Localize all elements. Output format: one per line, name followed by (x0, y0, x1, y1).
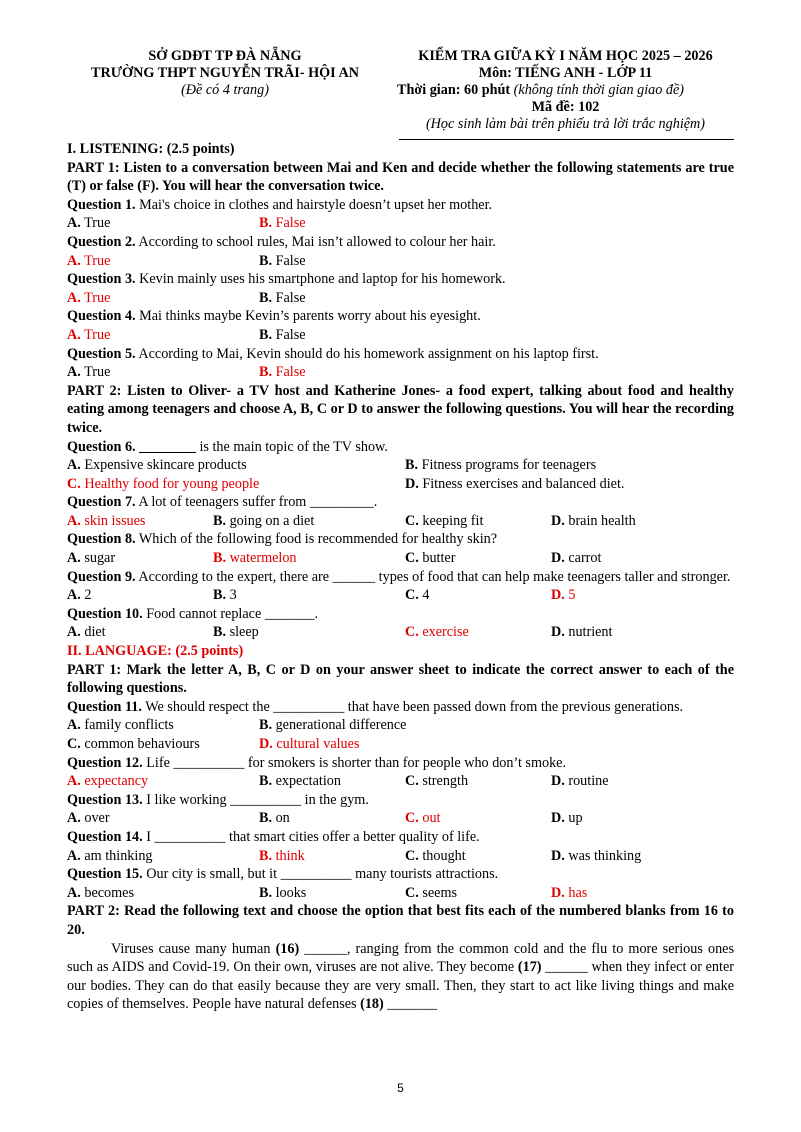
question-6-options-2 (67, 475, 734, 494)
question-6-options-1 (67, 456, 734, 475)
option-b-correct: B. False (259, 364, 306, 381)
option-d: D. Fitness exercises and balanced diet. (405, 475, 625, 492)
language-part2-instruction: PART 2: Read the following text and choose the option that best fits each of the numbered blanks from 16 to 20. (67, 903, 734, 938)
option-a-correct: A. skin issues (67, 512, 146, 529)
option-a: A. diet (67, 624, 106, 641)
listening-part2-instruction: PART 2: Listen to Oliver- a TV host and Katherine Jones- a food expert, talking about food and healthy eating among teenagers and choose A, B, C or D to answer the following questions. You will hear the recording twice. (67, 382, 734, 436)
question-8-options (67, 549, 734, 568)
language-part1-instruction: PART 1: Mark the letter A, B, C or D on your answer sheet to indicate the correct answer to each of the following questions. (67, 661, 734, 697)
option-a: A. True (67, 215, 111, 232)
option-b: B. False (259, 326, 306, 343)
option-d-correct: D. has (551, 884, 588, 901)
page-count-note: (Đề có 4 trang) (181, 82, 269, 98)
question-10-options (67, 623, 734, 642)
question-11-options-1 (67, 716, 734, 735)
question-8: Question 8. Which of the following food is recommended for healthy skin? (67, 531, 498, 548)
question-6: Question 6. ________ is the main topic of the TV show. (67, 438, 388, 455)
question-13: Question 13. I like working __________ in the gym. (67, 791, 369, 808)
option-a-correct: A. True (67, 289, 111, 306)
question-11: Question 11. We should respect the __________ that have been passed down from the previous generations. (67, 698, 684, 715)
option-d: D. carrot (551, 550, 602, 567)
question-9-options (67, 586, 734, 605)
option-a: A. True (67, 364, 111, 381)
question-5-options (67, 363, 734, 382)
question-12: Question 12. Life __________ for smokers is shorter than for people who don’t smoke. (67, 754, 567, 771)
option-d: D. up (551, 810, 583, 827)
option-b-correct: B. watermelon (213, 550, 297, 567)
reading-passage: Viruses cause many human (16) ______, ranging from the common cold and the flu to more serious ones such as AIDS and Covid-19. On their own, viruses are not alive. They become (17) ______ when they infect or enter our bodies. They can do that easily because they are very small. Then, they start to act like living things and make copies of themselves. People have natural defenses (18) _______ (67, 940, 734, 1013)
question-4-options (67, 326, 734, 345)
subject: Môn: TIẾNG ANH - LỚP 11 (478, 65, 653, 81)
option-a: A. 2 (67, 587, 92, 604)
option-a: A. Expensive skincare products (67, 457, 247, 474)
option-c-correct: C. exercise (405, 624, 469, 641)
option-b: B. expectation (259, 773, 341, 790)
question-7-options (67, 512, 734, 531)
option-a: A. over (67, 810, 110, 827)
exam-page (67, 48, 734, 1014)
question-10: Question 10. Food cannot replace _______. (67, 605, 319, 622)
answer-instruction: (Học sinh làm bài trên phiếu trả lời trắc nghiệm) (425, 116, 706, 132)
question-15-options (67, 884, 734, 903)
option-c: C. 4 (405, 587, 430, 604)
question-11-options-2 (67, 735, 734, 754)
question-15: Question 15. Our city is small, but it __________ many tourists attractions. (67, 866, 499, 883)
option-d: D. was thinking (551, 847, 642, 864)
option-b: B. Fitness programs for teenagers (405, 457, 597, 474)
option-c: C. butter (405, 550, 456, 567)
time-line (397, 82, 734, 99)
question-9: Question 9. According to the expert, there are ______ types of food that can help make teenagers taller and stronger. (67, 568, 731, 585)
exam-info (397, 48, 734, 133)
option-a-correct: A. expectancy (67, 773, 149, 790)
option-d: D. nutrient (551, 624, 613, 641)
option-d-correct: D. cultural values (259, 736, 360, 752)
question-14: Question 14. I __________ that smart cities offer a better quality of life. (67, 828, 480, 845)
question-13-options (67, 809, 734, 828)
option-b: B. looks (259, 884, 307, 901)
option-d-correct: D. 5 (551, 587, 576, 604)
time-label: Thời gian: 60 phút (397, 82, 511, 98)
option-b: B. going on a diet (213, 512, 315, 529)
option-c-correct: C. out (405, 810, 441, 827)
option-a: A. becomes (67, 884, 134, 901)
option-c: C. common behaviours (67, 736, 200, 752)
question-7: Question 7. A lot of teenagers suffer from _________. (67, 494, 378, 511)
option-c: C. strength (405, 773, 469, 790)
option-d: D. routine (551, 773, 609, 790)
section-language-title: II. LANGUAGE: (2.5 points) (67, 643, 244, 660)
header-rule (399, 139, 734, 140)
exam-title: KIỂM TRA GIỮA KỲ I NĂM HỌC 2025 – 2026 (418, 48, 713, 64)
option-b-correct: B. False (259, 215, 306, 232)
option-c: C. keeping fit (405, 512, 484, 529)
question-3: Question 3. Kevin mainly uses his smartphone and laptop for his homework. (67, 271, 506, 288)
option-a: A. sugar (67, 550, 116, 567)
exam-header (67, 48, 734, 140)
option-b: B. False (259, 252, 306, 269)
option-b: B. sleep (213, 624, 259, 641)
section-listening-title: I. LISTENING: (2.5 points) (67, 141, 235, 157)
option-c: C. thought (405, 847, 466, 864)
option-b: B. 3 (213, 587, 237, 604)
option-b: B. False (259, 289, 306, 306)
exam-code: Mã đề: 102 (531, 99, 600, 115)
option-c-correct: C. Healthy food for young people (67, 475, 260, 492)
time-note: (không tính thời gian giao đề) (513, 82, 684, 98)
question-1-options (67, 214, 734, 233)
school-header (67, 48, 383, 140)
option-b: B. on (259, 810, 290, 827)
department-name: SỞ GDĐT TP ĐÀ NẴNG (148, 48, 302, 64)
page-number: 5 (397, 1081, 404, 1095)
option-c: C. seems (405, 884, 458, 901)
question-5: Question 5. According to Mai, Kevin should do his homework assignment on his laptop first. (67, 345, 599, 362)
option-b: B. generational difference (259, 717, 407, 734)
option-a-correct: A. True (67, 326, 111, 343)
listening-part1-instruction: PART 1: Listen to a conversation between Mai and Ken and decide whether the following statements are true (T) or false (F). You will hear the conversation twice. (67, 159, 734, 195)
question-12-options (67, 772, 734, 791)
question-2: Question 2. According to school rules, Mai isn’t allowed to colour her hair. (67, 233, 496, 250)
school-name: TRƯỜNG THPT NGUYỄN TRÃI- HỘI AN (91, 65, 359, 81)
option-d: D. brain health (551, 512, 636, 529)
question-2-options (67, 252, 734, 271)
option-b-correct: B. think (259, 847, 305, 864)
question-14-options (67, 847, 734, 866)
question-3-options (67, 289, 734, 308)
question-1: Question 1. Mai's choice in clothes and hairstyle doesn’t upset her mother. (67, 196, 493, 213)
option-a: A. am thinking (67, 847, 153, 864)
option-a-correct: A. True (67, 252, 111, 269)
option-a: A. family conflicts (67, 717, 174, 734)
question-4: Question 4. Mai thinks maybe Kevin’s parents worry about his eyesight. (67, 308, 481, 325)
